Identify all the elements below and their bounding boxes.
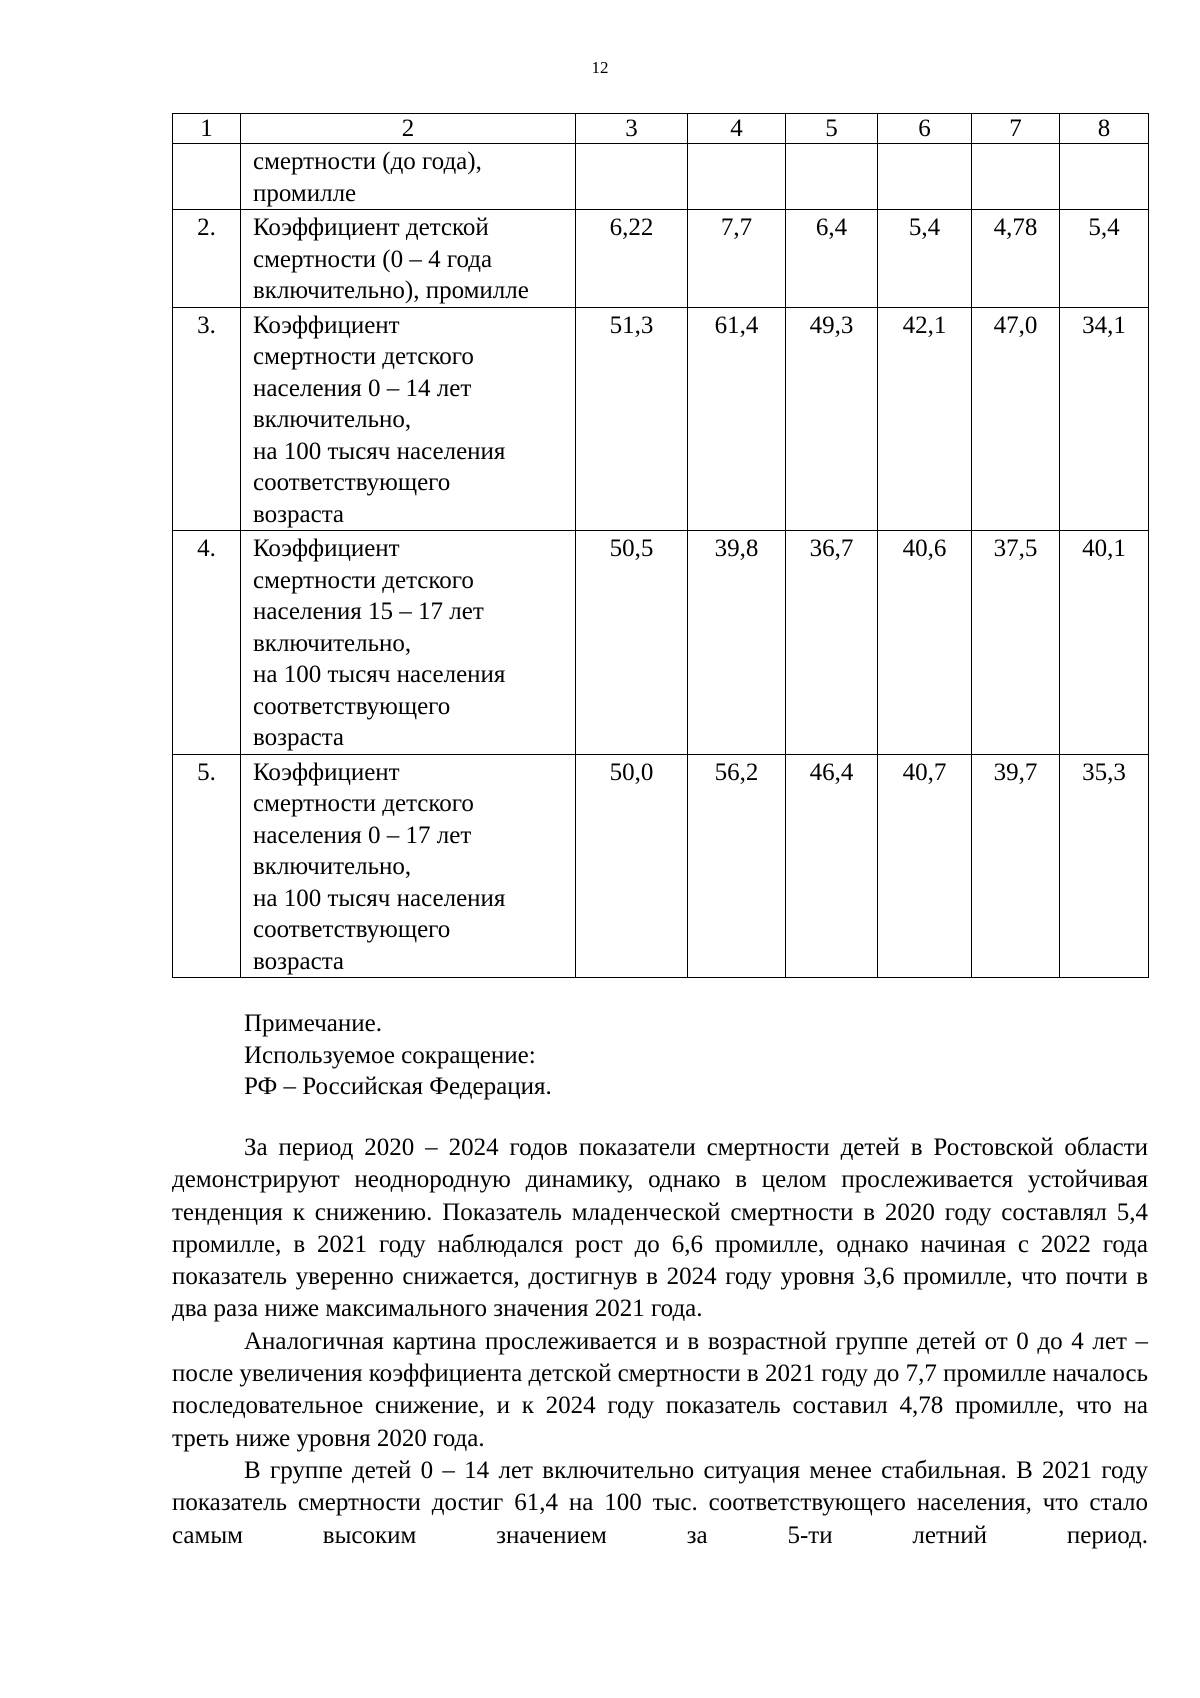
indicator-name-line: Коэффициент детской [253, 214, 489, 241]
indicator-name [241, 210, 576, 308]
note-abbreviation: РФ – Российская Федерация. [244, 1073, 552, 1100]
indicator-name-line: возраста [253, 724, 345, 751]
indicator-name-line: включительно, [253, 406, 412, 433]
indicator-name-line: населения 0 – 17 лет [253, 821, 472, 849]
value-cell: 36,7 [786, 531, 878, 755]
indicator-name-line: промилле [253, 179, 357, 207]
column-header: 4 [688, 114, 786, 144]
value-cell: 5,4 [1060, 210, 1149, 308]
indicator-name-line: на 100 тысяч населения [253, 437, 506, 465]
indicator-name-line: населения 0 – 14 лет [253, 374, 472, 402]
body-text [172, 1132, 1148, 1552]
value-cell: 56,2 [688, 754, 786, 978]
value-cell: 51,3 [576, 307, 688, 531]
value-cell: 35,3 [1060, 754, 1149, 978]
paragraph: Аналогичная картина прослеживается и в возрастной группе детей от 0 до 4 лет – после увеличения коэффициента детской смертности в 2021 году до 7,7 промилле началось последовательное снижение, и к 2024 году показатель составил 4,78 промилле, что на треть ниже уровня 2020 года. [172, 1327, 1148, 1452]
indicator-name-line: смертности детского [253, 790, 474, 817]
value-cell [1060, 144, 1149, 210]
page-number: 12 [591, 58, 609, 77]
value-cell: 6,22 [576, 210, 688, 308]
column-header: 7 [972, 114, 1060, 144]
row-number: 2. [173, 210, 241, 308]
indicator-name-line: соответствующего [253, 916, 451, 943]
value-cell: 34,1 [1060, 307, 1149, 531]
value-cell: 39,7 [972, 754, 1060, 978]
note-subtitle: Используемое сокращение: [244, 1041, 536, 1069]
table-row [173, 307, 1149, 531]
indicator-name-line: соответствующего [253, 692, 451, 720]
indicator-name-line: смертности детского [253, 343, 474, 370]
value-cell [972, 144, 1060, 210]
value-cell [786, 144, 878, 210]
value-cell: 61,4 [688, 307, 786, 531]
value-cell: 4,78 [972, 210, 1060, 308]
paragraph: За период 2020 – 2024 годов показатели смертности детей в Ростовской области демонстрируют неоднородную динамику, однако в целом прослеживается устойчивая тенденция к снижению. Показатель младенческой смертности в 2020 году составлял 5,4 промилле, в 2021 году наблюдался рост до 6,6 промилле, однако начиная с 2022 года показатель уверенно снижается, достигнув в 2024 году уровня 3,6 промилле, что почти в два раза ниже максимального значения 2021 года. [172, 1134, 1148, 1323]
table-header-row [173, 114, 1149, 144]
value-cell [688, 144, 786, 210]
indicator-name-line: возраста [253, 500, 345, 528]
column-header: 1 [173, 114, 241, 144]
indicator-name-line: на 100 тысяч населения [253, 661, 506, 688]
indicator-name-line: включительно), промилле [253, 277, 529, 304]
note-title: Примечание. [244, 1010, 383, 1037]
indicator-name [241, 531, 576, 755]
value-cell: 42,1 [878, 307, 972, 531]
value-cell [878, 144, 972, 210]
indicator-name [241, 144, 576, 210]
indicator-name-line: Коэффициент [253, 311, 400, 339]
value-cell: 50,0 [576, 754, 688, 978]
value-cell: 5,4 [878, 210, 972, 308]
indicator-name-line: смертности (до года), [253, 148, 482, 175]
indicator-name-line: смертности детского [253, 566, 474, 594]
column-header: 2 [241, 114, 576, 144]
value-cell: 7,7 [688, 210, 786, 308]
indicator-name-line: возраста [253, 947, 345, 975]
column-header: 3 [576, 114, 688, 144]
value-cell: 40,6 [878, 531, 972, 755]
value-cell: 37,5 [972, 531, 1060, 755]
indicator-name-line: включительно, [253, 629, 412, 657]
value-cell: 40,7 [878, 754, 972, 978]
column-header: 6 [878, 114, 972, 144]
column-header: 8 [1060, 114, 1149, 144]
value-cell: 50,5 [576, 531, 688, 755]
table-row [173, 144, 1149, 210]
table-row [173, 531, 1149, 755]
indicator-name-line: включительно, [253, 853, 412, 880]
row-number: 5. [173, 754, 241, 978]
paragraph: В группе детей 0 – 14 лет включительно ситуация менее стабильная. В 2021 году показатель смертности достиг 61,4 на 100 тыс. соответствующего населения, что стало самым высоким значением за 5-ти летний период. [172, 1456, 1148, 1549]
indicator-name-line: Коэффициент [253, 535, 400, 562]
value-cell: 40,1 [1060, 531, 1149, 755]
row-number [173, 144, 241, 210]
value-cell: 39,8 [688, 531, 786, 755]
row-number: 4. [173, 531, 241, 755]
value-cell: 47,0 [972, 307, 1060, 531]
value-cell: 49,3 [786, 307, 878, 531]
row-number: 3. [173, 307, 241, 531]
note-block [244, 1008, 552, 1103]
table-row [173, 754, 1149, 978]
indicator-name-line: соответствующего [253, 469, 451, 496]
indicator-name-line: на 100 тысяч населения [253, 884, 506, 912]
indicator-name-line: населения 15 – 17 лет [253, 598, 484, 625]
value-cell [576, 144, 688, 210]
value-cell: 6,4 [786, 210, 878, 308]
indicator-name-line: Коэффициент [253, 758, 400, 786]
table-row [173, 210, 1149, 308]
indicators-table [172, 113, 1149, 978]
indicator-name [241, 307, 576, 531]
value-cell: 46,4 [786, 754, 878, 978]
indicator-name [241, 754, 576, 978]
indicator-name-line: смертности (0 – 4 года [253, 245, 493, 273]
column-header: 5 [786, 114, 878, 144]
